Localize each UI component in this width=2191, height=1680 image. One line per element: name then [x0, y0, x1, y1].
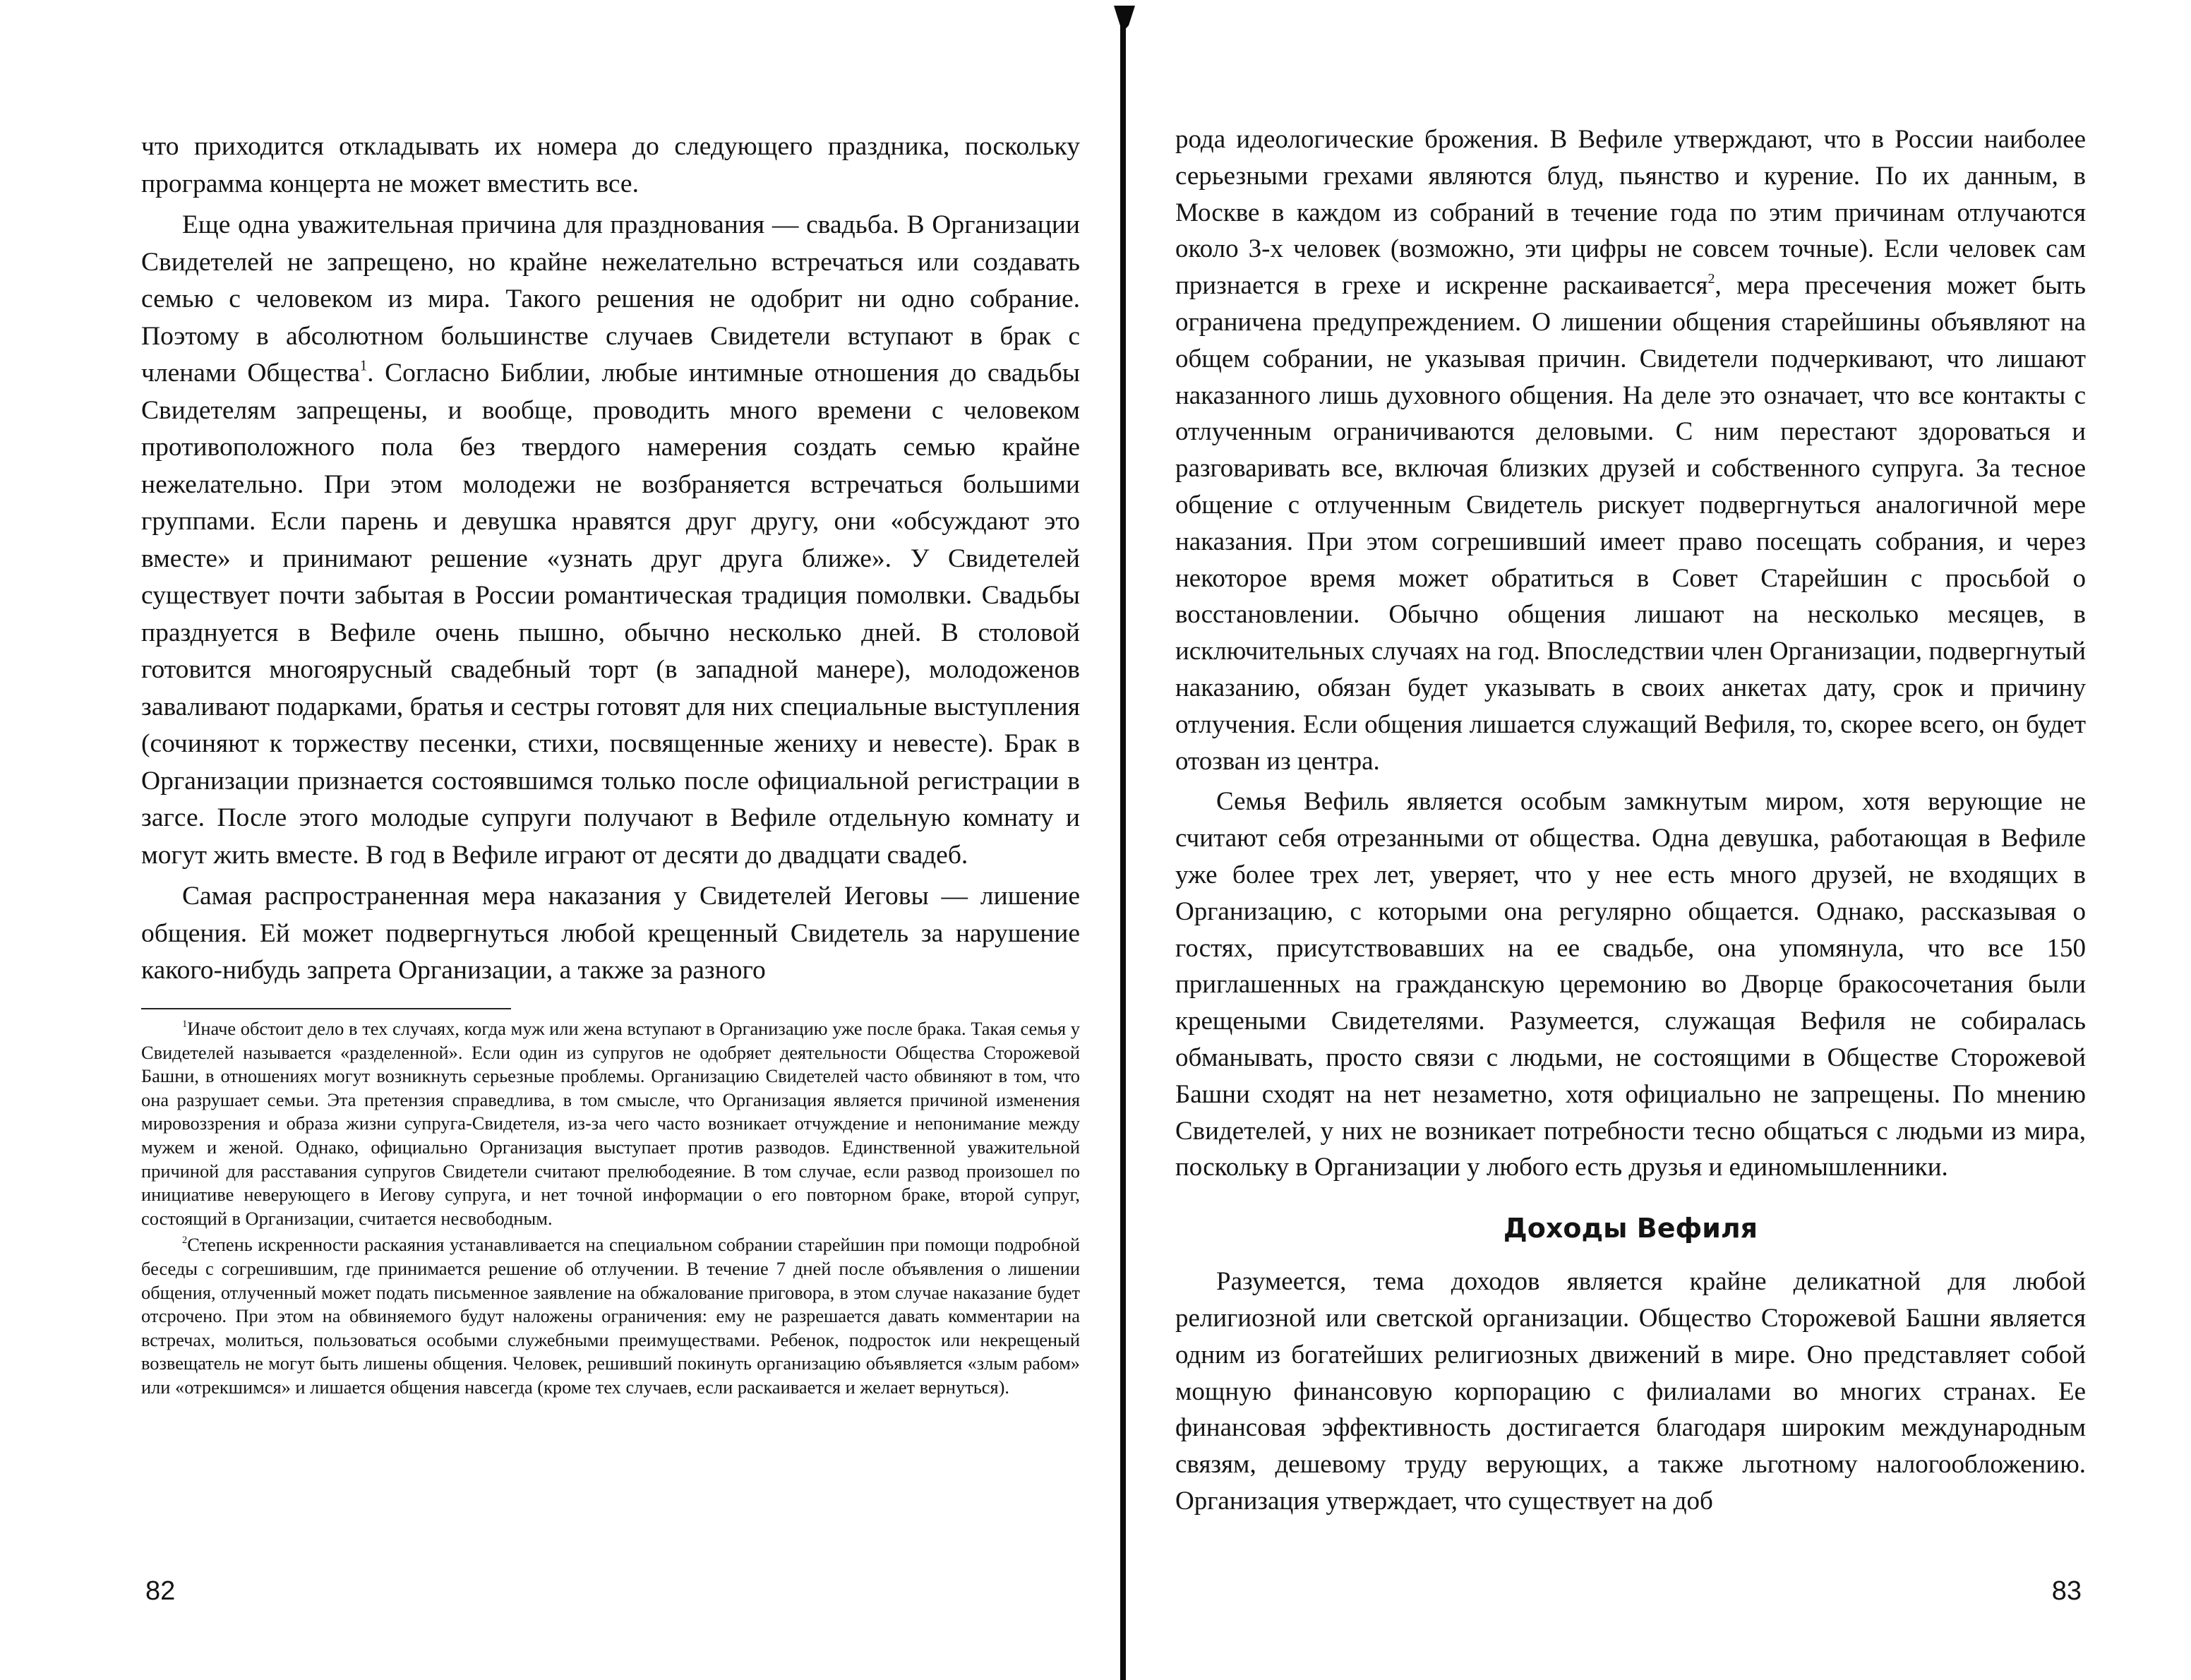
footnote — [141, 1233, 1080, 1399]
paragraph: что приходится откладывать их номера до следующего праздника, поскольку программа концерта не может вместить все. — [141, 132, 1080, 198]
footnote-text: Степень искренности раскаяния устанавливается на специальном собрании старейшин при помощи подробной беседы с согрешившим, где принимается решение об отлучении. В течение 7 дней после объявления о лишении общения, отлученный может подать письменное заявление на обжалование приговора, в этом случае наказание будет отсрочено. При этом на обвиняемого будут наложены ограничения: ему не разрешается давать комментарии на встречах, молиться, пользоваться особыми служебными преимуществами. Ребенок, подросток или некрещеный возвещатель не могут быть лишены общения. Человек, решивший покинуть организацию объявляется «злым рабом» или «отрекшимся» и лишается общения навсегда (кроме тех случаев, если раскаивается и желает вернуться). — [141, 1234, 1080, 1398]
paragraph — [141, 207, 1080, 874]
footnote-ref: 2 — [1707, 270, 1715, 287]
section-heading: Доходы Вефиля — [1503, 1213, 1758, 1244]
paragraph-text: рода идеологические брожения. В Вефиле утверждают, что в России наиболее серьезными грехами являются блуд, пьянство и курение. По их данным, в Москве в каждом из собраний в течение года по этим причинам отлучаются около 3-х человек (возможно, эти цифры не совсем точные). Если человек сам признается в грехе и искренне раскаивается — [1175, 125, 2086, 301]
footnote-divider — [141, 1008, 511, 1009]
paragraph: Разумеется, тема доходов является крайне деликатной для любой религиозной или светской организации. Общество Сторожевой Башни является одним из богатейших религиозных движений в мире. Оно представляет собой мощную финансовую корпорацию с филиалами во многих странах. Ее финансовая эффективность достигается благодаря широким международным связям, дешевому труду верующих, а также льготному налогообложению. Организация утверждает, что существует на доб — [1175, 1267, 2086, 1516]
paragraph-text: . Согласно Библии, любые интимные отношения до свадьбы Свидетелям запрещены, и вообще, проводить много времени с человеком противоположного пола без твердого намерения создать семью крайне нежелательно. При этом молодежи не возбраняется встречаться большими группами. Если парень и девушка нравятся друг другу, они «обсуждают это вместе» и принимают решение «узнать друг друга ближе». У Свидетелей существует почти забытая в России романтическая традиция помолвки. Свадьбы празднуется в Вефиле очень пышно, обычно несколько дней. В столовой готовится многоярусный свадебный торт (в западной манере), молодоженов заваливают подарками, братья и сестры готовят для них специальные выступления (сочиняют к торжеству песенки, стихи, посвященные жениху и невесте). Брак в Организации признается состоявшимся только после официальной регистрации в загсе. После этого молодые супруги получают в Вефиле отдельную комнату и могут жить вместе. В год в Вефиле играют от десяти до двадцати свадеб. — [141, 359, 1080, 870]
paragraph: Семья Вефиль является особым замкнутым миром, хотя верующие не считают себя отрезанными от общества. Одна девушка, работающая в Вефиле уже более трех лет, уверяет, что у нее есть много друзей, не входящих в Организацию, с которыми она регулярно общается. Однако, рассказывая о гостях, присутствовавших на ее свадьбе, она упомянула, что все 150 приглашенных на гражданскую церемонию во Дворце бракосочетания были крещеными Свидетелями. Разумеется, служащая Вефиля не собиралась обманывать, просто связи с людьми, не состоящими в Обществе Сторожевой Башни сходят на нет незаметно, хотя официально не запрещены. По мнению Свидетелей, у них не возникает потребности тесно общаться с людьми из мира, поскольку в Организации у любого есть друзья и единомышленники. — [1175, 787, 2086, 1182]
paragraph-text: , мера пресечения может быть ограничена предупреждением. О лишении общения старейшины объявляют на общем собрании, не указывая причин. Свидетели подчеркивают, что лишают наказанного лишь духовного общения. На деле это означает, что все контакты с отлученным ограничиваются деловыми. С ним перестают здороваться и разговаривать все, включая близких друзей и собственного супруга. За тесное общение с отлученным Свидетель рискует подвергнуться аналогичной мере наказания. При этом согрешивший имеет право посещать собрания, и через некоторое время может обратиться в Совет Старейшин с просьбой о восстановлении. Обычно общения лишают на несколько месяцев, в исключительных случаях на год. Впоследствии член Организации, подвергнутый наказанию, обязан будет указывать в своих анкетах дату, срок и причину отлучения. Если общения лишается служащий Вефиля, то, скорее всего, он будет отозван из центра. — [1175, 271, 2086, 776]
footnote-mark: 1 — [182, 1019, 188, 1031]
left-page-body — [141, 128, 1080, 990]
page-number: 82 — [145, 1576, 176, 1606]
footnotes — [141, 1017, 1080, 1403]
footnote-mark: 2 — [182, 1235, 188, 1247]
footnote-text: Иначе обстоит дело в тех случаях, когда муж или жена вступают в Организацию уже после брака. Такая семья у Свидетелей называется «разделенной». Если один из супругов не одобряет деятельности Общества Сторожевой Башни, в отношениях могут возникнуть серьезные проблемы. Организацию Свидетелей часто обвиняют в том, что она разрушает семьи. Эта претензия справедлива, в том смысле, что Организация является причиной изменения мировоззрения и образа жизни супруга-Свидетеля, из-за чего часто возникает отчуждение и непонимание между мужем и женой. Однако, официально Организация выступает против разводов. Единственной уважительной причиной для расставания супругов Свидетели считают прелюбодеяние. В том случае, если развод произошел по инициативе неверующего в Иегову супруга, и нет точной информации о его повторном браке, второй супруг, состоящий в Организации, считается несвободным. — [141, 1018, 1080, 1229]
paragraph: Самая распространенная мера наказания у Свидетелей Иеговы — лишение общения. Ей может подвергнуться любой крещенный Свидетель за нарушение какого-нибудь запрета Организации, а также за разного — [141, 882, 1080, 985]
paragraph — [1175, 121, 2086, 779]
footnote — [141, 1017, 1080, 1230]
footnote-ref: 1 — [359, 358, 368, 374]
binding-gutter — [1107, 0, 1149, 1680]
page-number: 83 — [2051, 1576, 2082, 1606]
paragraph-text: Еще одна уважительная причина для празднования — свадьба. В Организации Свидетелей не запрещено, но крайне нежелательно встречаться или создавать семью с человеком из мира. Такого решения не одобрит ни одно собрание. Поэтому в абсолютном большинстве случаев Свидетели вступают в брак с членами Общества — [141, 210, 1080, 388]
right-page-body — [1175, 121, 2086, 1520]
